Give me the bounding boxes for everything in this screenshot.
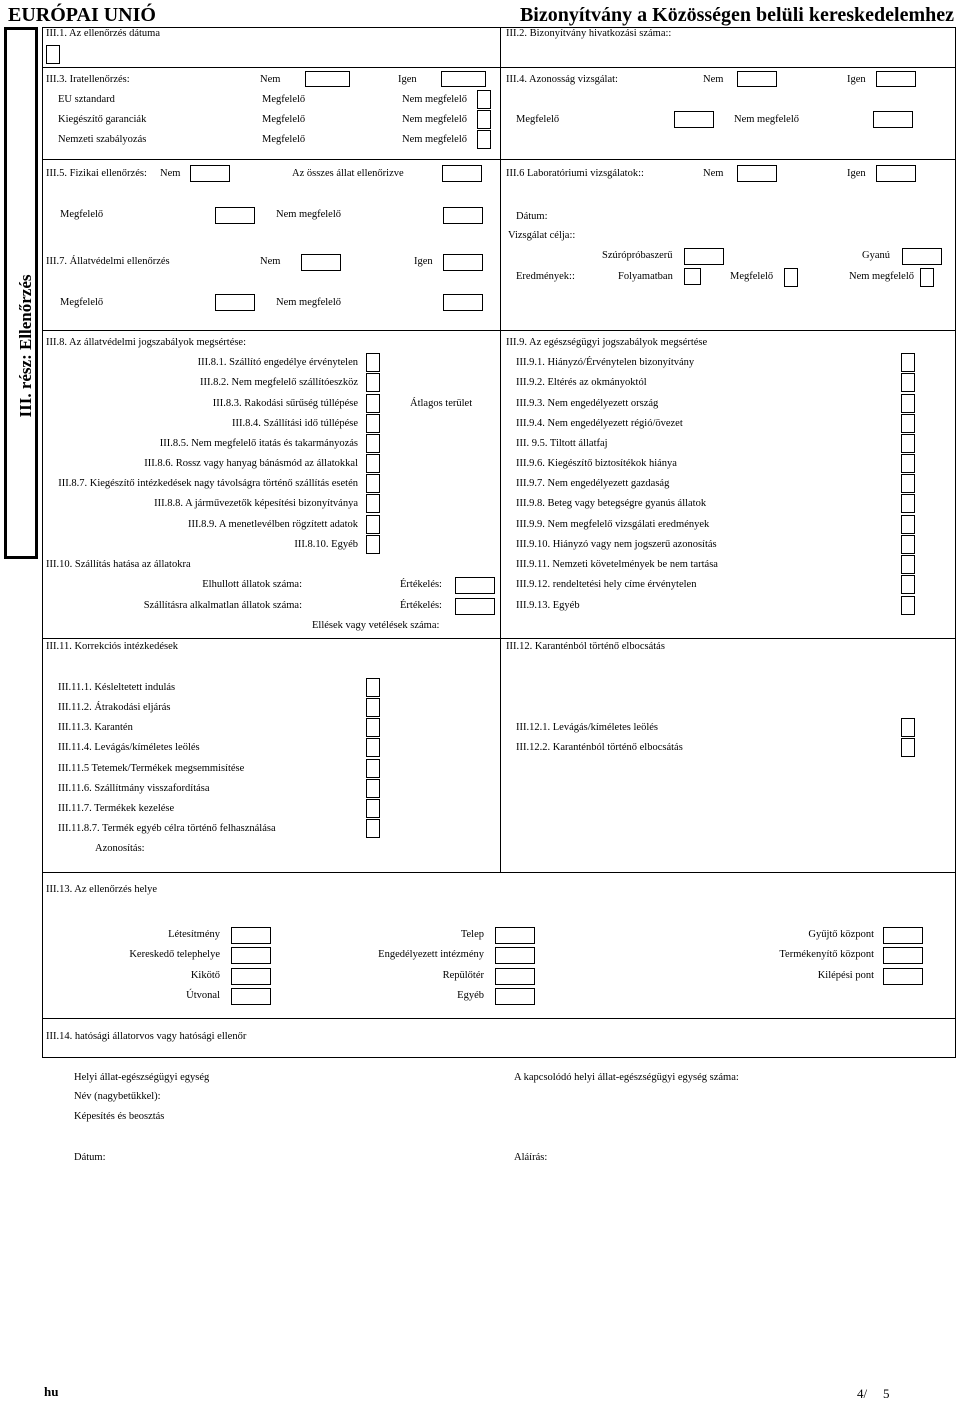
s11-item-2: III.11.2. Átrakodási eljárás (58, 702, 171, 713)
s11-ident: Azonosítás: (95, 843, 145, 854)
rule-4 (42, 638, 956, 639)
s8-item-7: III.8.7. Kiegészítő intézkedések nagy távolságra történő szállítás esetén (58, 478, 358, 489)
header-title-left: EURÓPAI UNIÓ (8, 4, 156, 26)
s9-item-11: III.9.11. Nemzeti követelmények be nem tartása (516, 559, 718, 570)
s9-item-5: III. 9.5. Tiltott állatfaj (516, 438, 608, 449)
s3-row1-name: EU sztandard (58, 94, 115, 105)
s7-ok: Megfelelő (60, 297, 104, 308)
s5-nok: Nem megfelelő (276, 209, 342, 220)
s8-item-3-checkbox[interactable] (366, 394, 380, 413)
s4-igen-checkbox[interactable] (876, 71, 916, 87)
s11-item-1-checkbox[interactable] (366, 678, 380, 697)
s3-row2-nok: Nem megfelelő (402, 114, 468, 125)
s6-ok: Megfelelő (730, 271, 774, 282)
s11-item-7: III.11.7. Termékek kezelése (58, 803, 175, 814)
s10-label: III.10. Szállítás hatása az állatokra (46, 559, 191, 570)
header-title-right: Bizonyítvány a Közösségen belüli kereskedelemhez (519, 4, 954, 26)
s14-date: Dátum: (74, 1152, 106, 1163)
s8-item-1: III.8.1. Szállító engedélye érvénytelen (197, 357, 358, 368)
s13-col1-4: Útvonal (186, 990, 220, 1001)
s3-nem: Nem (260, 74, 281, 85)
s3-row1-checkbox[interactable] (477, 90, 491, 109)
s6-ongoing: Folyamatban (618, 271, 673, 282)
s11-item-2-checkbox[interactable] (366, 698, 380, 717)
s14-qual: Képesítés és beosztás (74, 1111, 165, 1122)
s13-col2-3-checkbox[interactable] (495, 968, 535, 985)
s8-item-9-checkbox[interactable] (366, 515, 380, 534)
s13-col1-2: Kereskedő telephelye (129, 949, 220, 960)
frame-left (42, 27, 43, 1058)
s5-ok-checkbox[interactable] (215, 207, 255, 224)
s9-item-13-checkbox[interactable] (901, 596, 915, 615)
s11-item-6: III.11.6. Szállítmány visszafordítása (58, 783, 210, 794)
s11-item-1: III.11.1. Késleltetett indulás (58, 682, 176, 693)
s7-nem-checkbox[interactable] (301, 254, 341, 271)
s11-item-3-checkbox[interactable] (366, 718, 380, 737)
s8-item-2-checkbox[interactable] (366, 373, 380, 392)
s11-item-5-checkbox[interactable] (366, 759, 380, 778)
s6-random: Szúrópróbaszerű (602, 250, 673, 261)
rule-5 (42, 872, 956, 873)
s5-nem-checkbox[interactable] (190, 165, 230, 182)
s9-item-6-checkbox[interactable] (901, 454, 915, 473)
s10-dead-eval: Értékelés: (400, 579, 442, 590)
s13-col3-2: Termékenyítő központ (779, 949, 874, 960)
s1-date-field[interactable] (46, 45, 60, 64)
s5-all-checkbox[interactable] (442, 165, 482, 182)
s9-item-2-checkbox[interactable] (901, 373, 915, 392)
s10-dead-eval-field[interactable] (455, 577, 495, 594)
s14-unit: Helyi állat-egészségügyi egység (74, 1072, 210, 1083)
s3-label: III.3. Iratellenőrzés: (46, 74, 130, 85)
s7-nok: Nem megfelelő (276, 297, 342, 308)
s9-item-7-checkbox[interactable] (901, 474, 915, 493)
s5-label: III.5. Fizikai ellenőrzés: (46, 168, 147, 179)
rule-1 (42, 67, 956, 68)
s10-dead: Elhullott állatok száma: (202, 579, 302, 590)
s14-name: Név (nagybetűkkel): (74, 1091, 161, 1102)
s4-nok-checkbox[interactable] (873, 111, 913, 128)
s6-results: Eredmények:: (516, 271, 575, 282)
s9-item-12: III.9.12. rendeltetési hely címe érvénytelen (516, 579, 697, 590)
s6-suspect-checkbox[interactable] (902, 248, 942, 265)
rule-2 (42, 159, 956, 160)
s10-unfit-eval: Értékelés: (400, 600, 442, 611)
s6-purpose: Vizsgálat célja:: (508, 230, 576, 241)
s9-item-4-checkbox[interactable] (901, 414, 915, 433)
s9-item-8: III.9.8. Beteg vagy betegségre gyanús állatok (516, 498, 707, 509)
s12-label: III.12. Karanténból történő elbocsátás (506, 641, 665, 652)
s4-nok: Nem megfelelő (734, 114, 800, 125)
s4-nem: Nem (703, 74, 724, 85)
s13-col1-2-checkbox[interactable] (231, 947, 271, 964)
s5-nem: Nem (160, 168, 181, 179)
s12-item-1-checkbox[interactable] (901, 718, 915, 737)
s8-item-8-checkbox[interactable] (366, 494, 380, 513)
s9-item-6: III.9.6. Kiegészítő biztosítékok hiánya (516, 458, 677, 469)
s6-nem-checkbox[interactable] (737, 165, 777, 182)
s8-item-2: III.8.2. Nem megfelelő szállítóeszköz (199, 377, 358, 388)
s6-random-checkbox[interactable] (684, 248, 724, 265)
frame-bottom (42, 1057, 956, 1058)
s3-igen-checkbox[interactable] (441, 71, 486, 87)
s11-item-4-checkbox[interactable] (366, 738, 380, 757)
s13-col1-1: Létesítmény (168, 929, 220, 940)
s8-item-10: III.8.10. Egyéb (294, 539, 358, 550)
s11-item-3: III.11.3. Karantén (58, 722, 133, 733)
s8-item-9: III.8.9. A menetlevélben rögzített adatok (188, 519, 358, 530)
s13-col3-3-checkbox[interactable] (883, 968, 923, 985)
s11-item-4: III.11.4. Levágás/kíméletes leölés (58, 742, 200, 753)
s13-col2-4: Egyéb (457, 990, 484, 1001)
s7-nem: Nem (260, 256, 281, 267)
s1-label: III.1. Az ellenőrzés dátuma (46, 28, 160, 39)
s6-ongoing-checkbox[interactable] (684, 268, 701, 285)
s11-item-7-checkbox[interactable] (366, 799, 380, 818)
s7-igen: Igen (414, 256, 433, 267)
s11-item-6-checkbox[interactable] (366, 779, 380, 798)
s3-row3-checkbox[interactable] (477, 130, 491, 149)
s9-item-8-checkbox[interactable] (901, 494, 915, 513)
s6-suspect: Gyanú (862, 250, 890, 261)
s9-item-7: III.9.7. Nem engedélyezett gazdaság (516, 478, 670, 489)
s8-item-5: III.8.5. Nem megfelelő itatás és takarmányozás (159, 438, 358, 449)
s3-igen: Igen (398, 74, 417, 85)
s13-col2-1-checkbox[interactable] (495, 927, 535, 944)
s11-label: III.11. Korrekciós intézkedések (46, 641, 178, 652)
s13-col2-2-checkbox[interactable] (495, 947, 535, 964)
s7-igen-checkbox[interactable] (443, 254, 483, 271)
s13-col2-4-checkbox[interactable] (495, 988, 535, 1005)
s8-item-3: III.8.3. Rakodási sűrűség túllépése (212, 398, 358, 409)
s4-ok-checkbox[interactable] (674, 111, 714, 128)
s10-unfit-eval-field[interactable] (455, 598, 495, 615)
s8-label: III.8. Az állatvédelmi jogszabályok megsértése: (46, 337, 247, 348)
s12-item-2-checkbox[interactable] (901, 738, 915, 757)
s13-col1-3: Kikötő (190, 970, 220, 981)
s8-item-7-checkbox[interactable] (366, 474, 380, 493)
s3-row3-ok: Megfelelő (262, 134, 306, 145)
s13-col1-3-checkbox[interactable] (231, 968, 271, 985)
s13-col1-1-checkbox[interactable] (231, 927, 271, 944)
s13-col3-3: Kilépési pont (817, 970, 874, 981)
s9-item-4: III.9.4. Nem engedélyezett régió/övezet (516, 418, 683, 429)
s9-item-9: III.9.9. Nem megfelelő vizsgálati eredmények (516, 519, 710, 530)
s4-label: III.4. Azonosság vizsgálat: (506, 74, 618, 85)
s6-nok: Nem megfelelő (849, 271, 915, 282)
s13-col1-4-checkbox[interactable] (231, 988, 271, 1005)
footer-lang: hu (44, 1384, 59, 1399)
s8-item-5-checkbox[interactable] (366, 434, 380, 453)
rule-6 (42, 1018, 956, 1019)
s6-nok-checkbox[interactable] (920, 268, 934, 287)
s3-row2-checkbox[interactable] (477, 110, 491, 129)
s6-ok-checkbox[interactable] (784, 268, 798, 287)
s9-item-1: III.9.1. Hiányzó/Érvénytelen bizonyítvány (516, 357, 695, 368)
s6-nem: Nem (703, 168, 724, 179)
s8-item-4-checkbox[interactable] (366, 414, 380, 433)
s4-igen: Igen (847, 74, 866, 85)
s11-item-8-checkbox[interactable] (366, 819, 380, 838)
s7-label: III.7. Állatvédelmi ellenőrzés (46, 256, 170, 267)
s14-sign: Aláírás: (514, 1152, 548, 1163)
s2-label: III.2. Bizonyítvány hivatkozási száma:: (506, 28, 672, 39)
s9-item-9-checkbox[interactable] (901, 515, 915, 534)
s8-item-6-checkbox[interactable] (366, 454, 380, 473)
footer-total: 5 (883, 1386, 890, 1401)
s9-item-11-checkbox[interactable] (901, 555, 915, 574)
s9-item-5-checkbox[interactable] (901, 434, 915, 453)
s7-nok-checkbox[interactable] (443, 294, 483, 311)
s9-item-3: III.9.3. Nem engedélyezett ország (516, 398, 659, 409)
s8-item-10-checkbox[interactable] (366, 535, 380, 554)
s3-row1-nok: Nem megfelelő (402, 94, 468, 105)
s3-row3-name: Nemzeti szabályozás (58, 134, 147, 145)
s4-ok: Megfelelő (516, 114, 560, 125)
s6-label: III.6 Laboratóriumi vizsgálatok:: (506, 168, 644, 179)
s9-item-1-checkbox[interactable] (901, 353, 915, 372)
frame-right (955, 27, 956, 1058)
s5-ok: Megfelelő (60, 209, 104, 220)
s3-nem-checkbox[interactable] (305, 71, 350, 87)
frame-top (42, 27, 956, 28)
s3-row1-ok: Megfelelő (262, 94, 306, 105)
s10-births: Ellések vagy vetélések száma: (312, 620, 440, 631)
s10-unfit: Szállításra alkalmatlan állatok száma: (143, 600, 302, 611)
s9-item-10: III.9.10. Hiányzó vagy nem jogszerű azonosítás (516, 539, 717, 550)
s7-ok-checkbox[interactable] (215, 294, 255, 311)
rule-3 (42, 330, 956, 331)
s11-item-5: III.11.5 Tetemek/Termékek megsemmisítése (58, 763, 245, 774)
s13-col2-3: Repülőtér (442, 970, 484, 981)
s5-nok-checkbox[interactable] (443, 207, 483, 224)
s8-item-1-checkbox[interactable] (366, 353, 380, 372)
s8-item-8: III.8.8. A járművezetők képesítési bizonyítványa (154, 498, 358, 509)
s13-col2-1: Telep (460, 929, 484, 940)
frame-middle (500, 27, 501, 872)
s3-row2-name: Kiegészítő garanciák (58, 114, 147, 125)
s9-label: III.9. Az egészségügyi jogszabályok megsértése (506, 337, 708, 348)
s13-col3-2-checkbox[interactable] (883, 947, 923, 964)
sidebar-part-label (4, 27, 38, 559)
s8-item-4: III.8.4. Szállítási idő túllépése (232, 418, 358, 429)
s13-label: III.13. Az ellenőrzés helye (46, 884, 158, 895)
s9-item-3-checkbox[interactable] (901, 394, 915, 413)
s13-col3-1: Gyűjtő központ (808, 929, 874, 940)
s6-igen-checkbox[interactable] (876, 165, 916, 182)
s9-item-2: III.9.2. Eltérés az okmányoktól (516, 377, 647, 388)
footer-page: 4/ (857, 1386, 868, 1401)
s13-col3-1-checkbox[interactable] (883, 927, 923, 944)
s5-all: Az összes állat ellenőrizve (292, 168, 404, 179)
sidebar-text: III. rész: Ellenőrzés (16, 274, 35, 418)
s9-item-13: III.9.13. Egyéb (516, 600, 580, 611)
s6-date: Dátum: (516, 211, 548, 222)
s4-nem-checkbox[interactable] (737, 71, 777, 87)
s11-item-8: III.11.8.7. Termék egyéb célra történő felhasználása (58, 823, 276, 834)
s14-label: III.14. hatósági állatorvos vagy hatósági ellenőr (46, 1031, 247, 1042)
s6-igen: Igen (847, 168, 866, 179)
s13-col2-2: Engedélyezett intézmény (378, 949, 484, 960)
s9-item-10-checkbox[interactable] (901, 535, 915, 554)
s9-item-12-checkbox[interactable] (901, 575, 915, 594)
s8-item-6: III.8.6. Rossz vagy hanyag bánásmód az állatokkal (144, 458, 358, 469)
s8-avg: Átlagos terület (410, 398, 473, 409)
s14-unit-no: A kapcsolódó helyi állat-egészségügyi egység száma: (514, 1072, 739, 1083)
s3-row3-nok: Nem megfelelő (402, 134, 468, 145)
s12-item-2: III.12.2. Karanténból történő elbocsátás (516, 742, 683, 753)
s3-row2-ok: Megfelelő (262, 114, 306, 125)
s12-item-1: III.12.1. Levágás/kíméletes leölés (516, 722, 658, 733)
